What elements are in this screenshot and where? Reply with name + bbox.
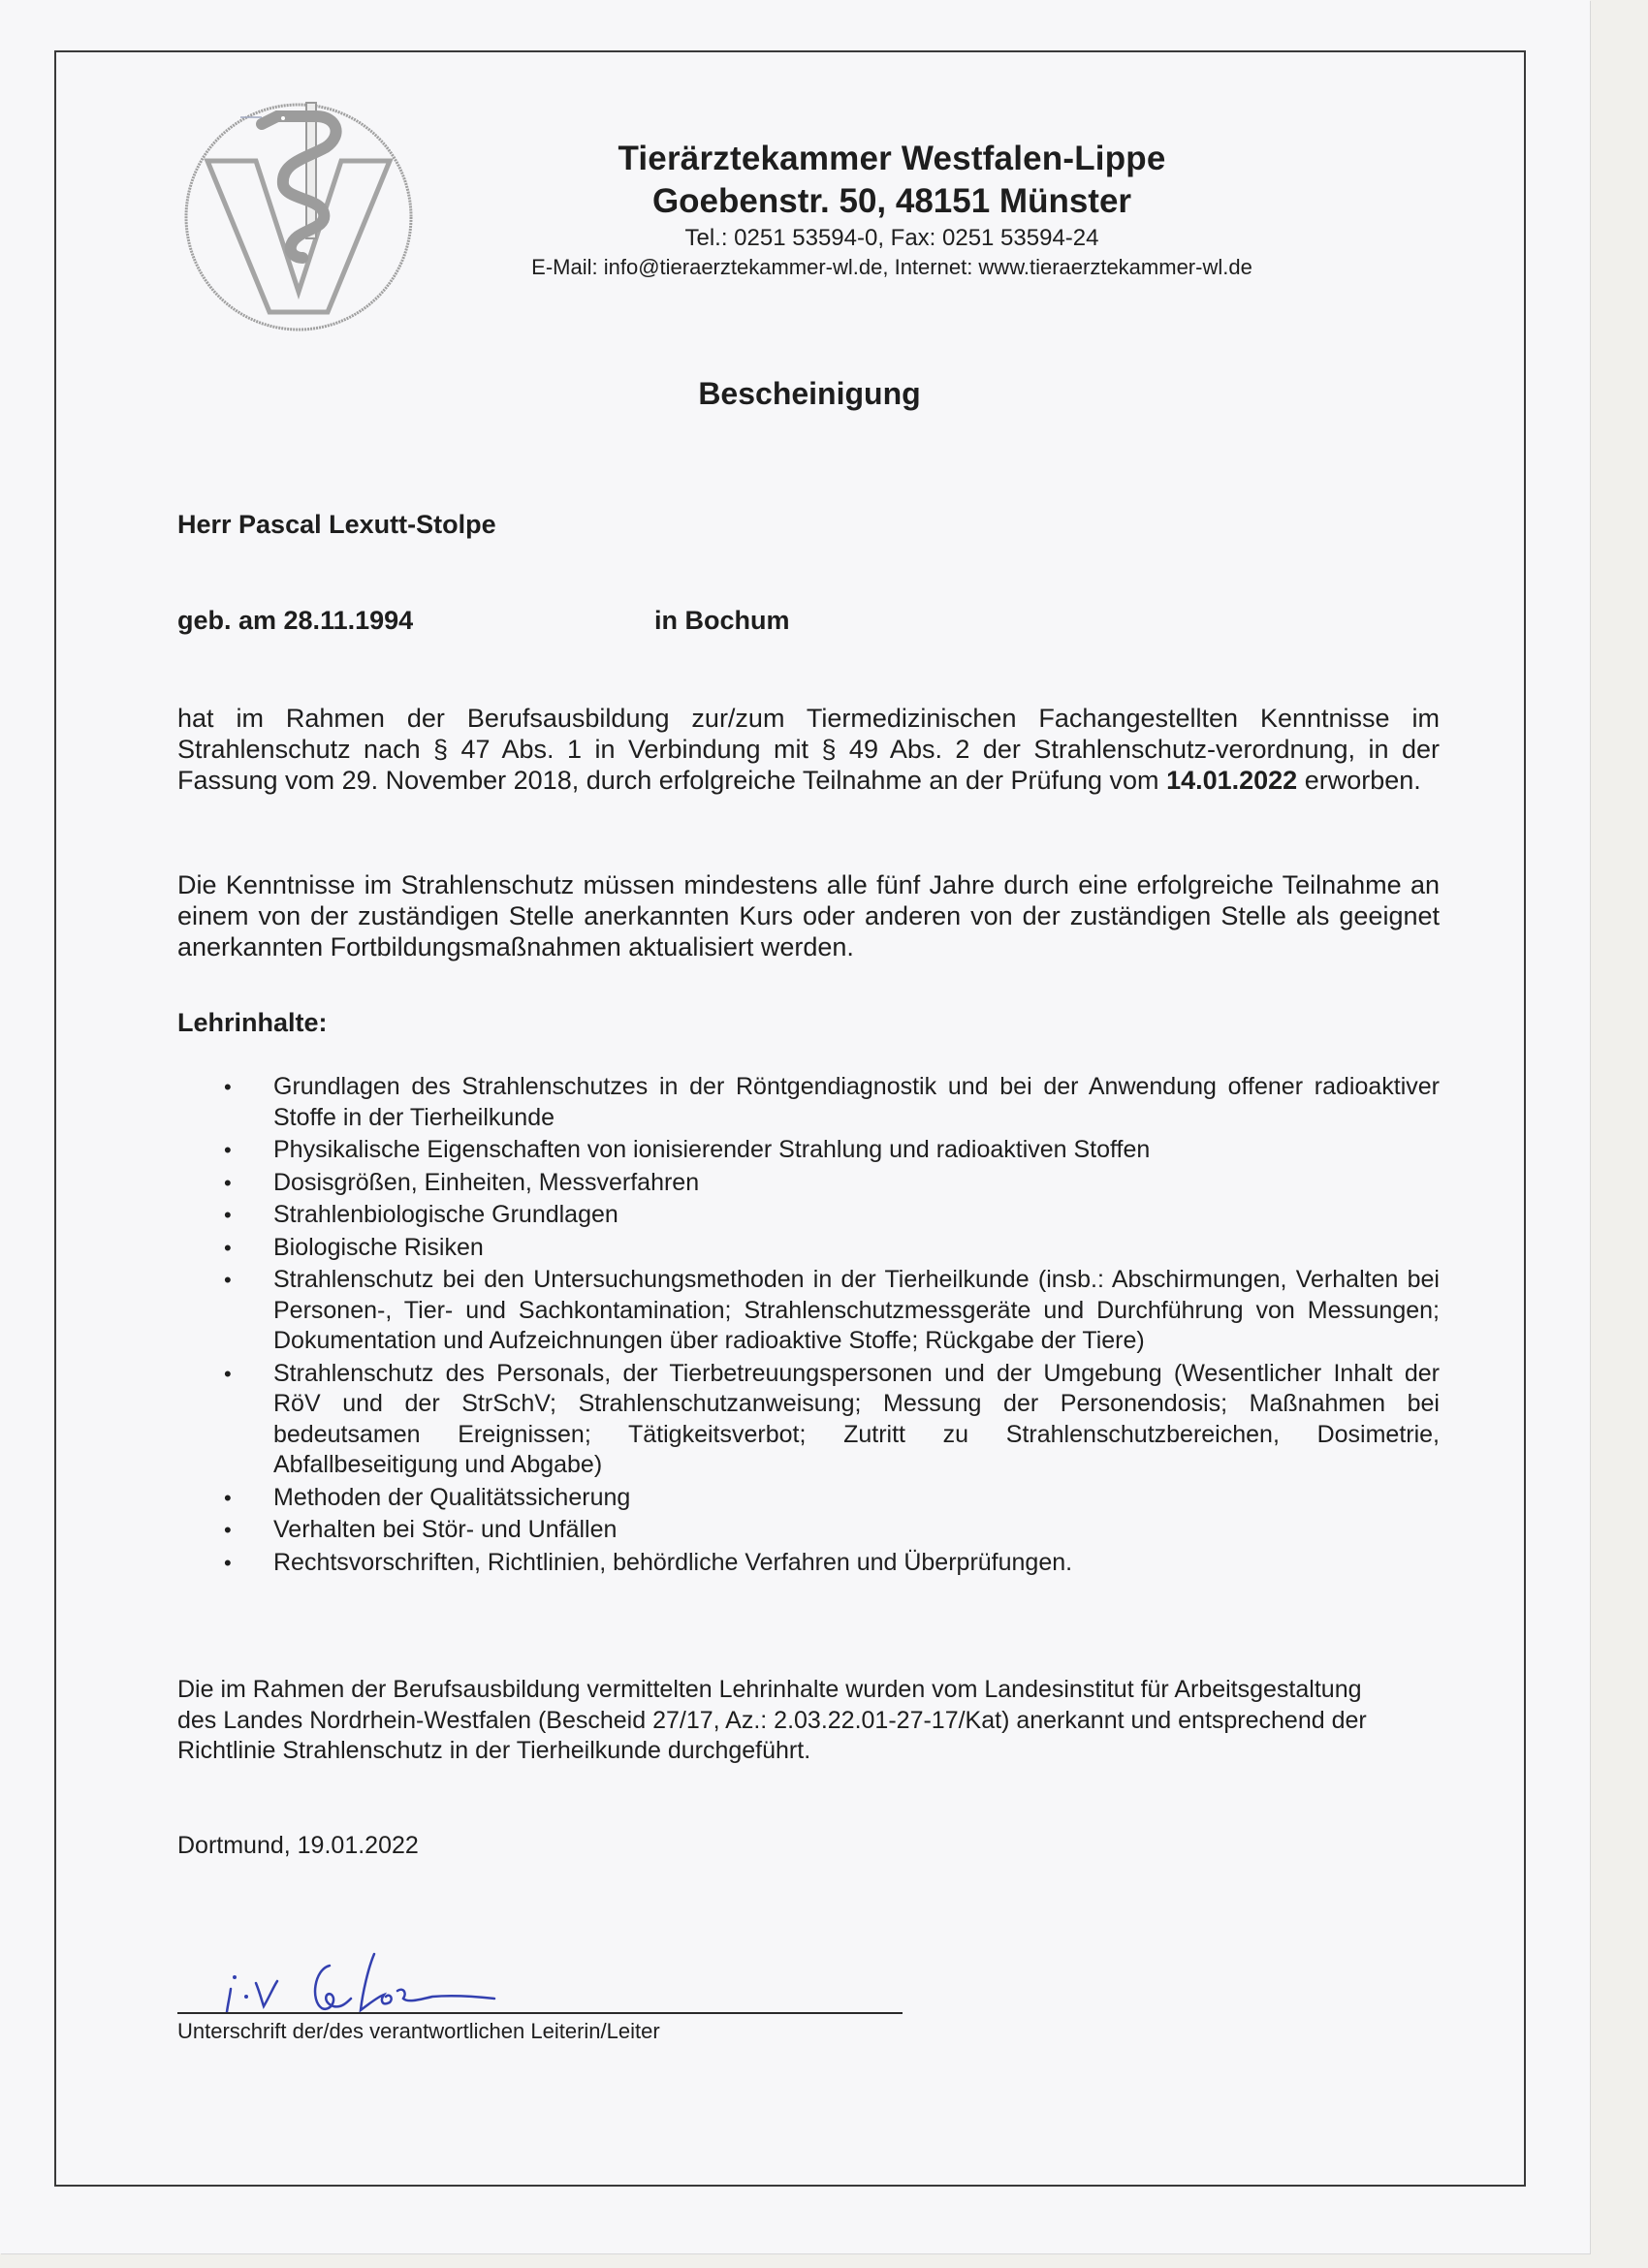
bullet-icon: •	[224, 1518, 232, 1542]
bullet-icon: •	[224, 1268, 232, 1292]
topic-text: Grundlagen des Strahlenschutzes in der Röntgendiagnostik und bei der Anwendung offener radioaktiver Stoffe in der Tierheilkunde	[273, 1073, 1440, 1131]
list-item	[177, 1483, 1440, 1514]
topic-text: Rechtsvorschriften, Richtlinien, behördliche Verfahren und Überprüfungen.	[273, 1548, 1073, 1576]
topic-text: Strahlenschutz des Personals, der Tierbetreuungspersonen und der Umgebung (Wesentlicher Inhalt der RöV und der StrSchV; Strahlenschutzanweisung; Messung der Personendosis; Maßnahmen bei bedeutsamen Ereignissen; Tätigkeitsverbot; Zutritt zu Strahlenschutzbereichen, Dosimetrie, Abfallbeseitigung und Abgabe)	[273, 1359, 1440, 1478]
topic-text: Verhalten bei Stör- und Unfällen	[273, 1516, 618, 1543]
topic-text: Methoden der Qualitätssicherung	[273, 1483, 631, 1511]
certification-text: hat im Rahmen der Berufsausbildung zur/zum Tiermedizinischen Fachangestellten Kenntnisse im Strahlenschutz nach § 47 Abs. 1 in Verbindung mit § 49 Abs. 2 der Strahlenschutz-verordnung, in der Fassung vom 29. November 2018, durch erfolgreiche Teilnahme an der Prüfung vom	[177, 704, 1440, 795]
signature-caption: Unterschrift der/des verantwortlichen Leiterin/Leiter	[177, 2019, 660, 2043]
bullet-icon: •	[224, 1550, 232, 1575]
bullet-icon: •	[224, 1203, 232, 1227]
organization-email-web: E-Mail: info@tieraerztekammer-wl.de, Internet: www.tieraerztekammer-wl.de	[531, 255, 1252, 279]
list-item	[177, 1233, 1440, 1264]
accreditation-paragraph: Die im Rahmen der Berufsausbildung vermittelten Lehrinhalte wurden vom Landesinstitut für Arbeitsgestaltung des Landes Nordrhein-Westfalen (Bescheid 27/17, Az.: 2.03.22.01-27-17/Kat) anerkannt und entsprechend der Richtlinie Strahlenschutz in der Tierheilkunde durchgeführt.	[177, 1676, 1367, 1764]
organization-address: Goebenstr. 50, 48151 Münster	[651, 182, 1132, 220]
renewal-paragraph: Die Kenntnisse im Strahlenschutz müssen mindestens alle fünf Jahre durch eine erfolgreiche Teilnahme an einem von der zuständigen Stelle anerkannten Kurs oder anderen von der zuständigen Stelle als geeignet anerkannten Fortbildungsmaßnahmen aktualisiert werden.	[177, 870, 1440, 961]
organization-name: Tierärztekammer Westfalen-Lippe	[618, 140, 1166, 177]
list-item	[177, 1548, 1440, 1579]
list-item	[177, 1168, 1440, 1199]
bullet-icon: •	[224, 1138, 232, 1162]
certification-paragraph	[177, 703, 1440, 796]
birth-place: in Bochum	[654, 606, 790, 635]
bullet-icon: •	[224, 1235, 232, 1260]
organization-phone-fax: Tel.: 0251 53594-0, Fax: 0251 53594-24	[684, 225, 1099, 251]
document-title: Bescheinigung	[698, 376, 921, 411]
list-item	[177, 1135, 1440, 1166]
topics-heading: Lehrinhalte:	[177, 1008, 328, 1037]
topic-text: Strahlenbiologische Grundlagen	[273, 1201, 618, 1228]
list-item	[177, 1072, 1440, 1133]
list-item	[177, 1515, 1440, 1546]
certification-text-end: erworben.	[1297, 766, 1421, 795]
bullet-icon: •	[224, 1361, 232, 1386]
veterinary-logo-icon	[173, 93, 425, 335]
recipient-name: Herr Pascal Lexutt-Stolpe	[177, 510, 496, 539]
list-item	[177, 1265, 1440, 1357]
topic-text: Strahlenschutz bei den Untersuchungsmethoden in der Tierheilkunde (insb.: Abschirmungen, Verhalten bei Personen-, Tier- und Sachkontamination; Strahlenschutzmessgeräte und Durchführung von Messungen; Dokumentation und Aufzeichnungen über radioaktive Stoffe; Rückgabe der Tiere)	[273, 1266, 1440, 1354]
bullet-icon: •	[224, 1485, 232, 1510]
topics-list	[177, 1072, 1440, 1580]
signature-line	[177, 2012, 903, 2014]
list-item	[177, 1200, 1440, 1231]
bullet-icon: •	[224, 1075, 232, 1099]
topic-text: Physikalische Eigenschaften von ionisierender Strahlung und radioaktiven Stoffen	[273, 1136, 1151, 1163]
birth-date: geb. am 28.11.1994	[177, 606, 414, 635]
topic-text: Biologische Risiken	[273, 1233, 484, 1261]
letterhead	[465, 138, 1318, 282]
place-and-date: Dortmund, 19.01.2022	[177, 1832, 419, 1859]
topic-text: Dosisgrößen, Einheiten, Messverfahren	[273, 1168, 700, 1196]
list-item	[177, 1359, 1440, 1481]
exam-date: 14.01.2022	[1166, 766, 1298, 795]
bullet-icon: •	[224, 1170, 232, 1195]
